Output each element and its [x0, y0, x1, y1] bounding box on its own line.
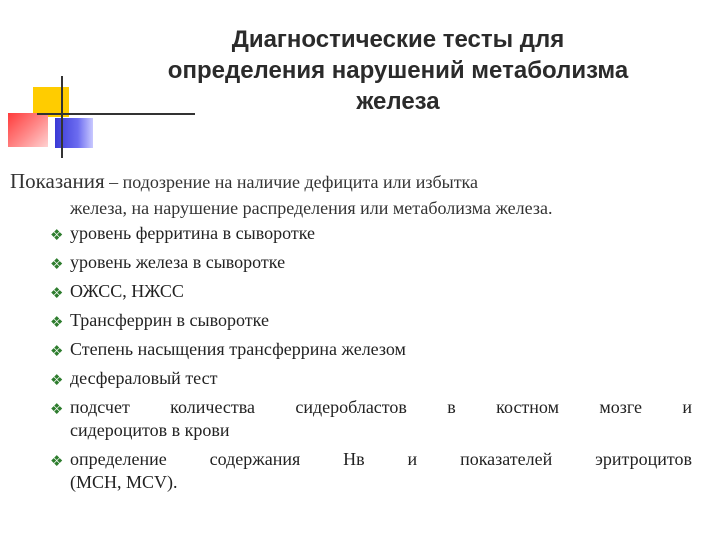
title-line-2: определения нарушений метаболизма	[167, 57, 629, 84]
list-item: ❖ определение содержания Нв и показателей эритроцитов (MCH, MCV).	[50, 449, 692, 492]
decor-vertical-line	[61, 76, 63, 158]
list-item: ❖ уровень ферритина в сыворотке	[50, 222, 692, 245]
indications-term: Показания	[10, 169, 105, 193]
list-item: ❖ ОЖСС, НЖСС	[50, 280, 692, 303]
list-item: ❖ десфераловый тест	[50, 367, 692, 390]
diamond-bullet-icon: ❖	[50, 284, 64, 302]
slide-title	[100, 24, 696, 117]
title-line-1: Диагностические тесты для	[231, 26, 565, 53]
indications-paragraph	[10, 168, 700, 220]
title-line-3: железа	[356, 88, 440, 115]
diamond-bullet-icon: ❖	[50, 342, 64, 360]
tests-list	[50, 222, 692, 494]
decor-red-square	[8, 113, 48, 147]
diamond-bullet-icon: ❖	[50, 371, 64, 389]
diamond-bullet-icon: ❖	[50, 255, 64, 273]
diamond-bullet-icon: ❖	[50, 452, 64, 470]
list-item: ❖ уровень железа в сыворотке	[50, 251, 692, 274]
indications-text: – подозрение на наличие дефицита или избытка	[104, 172, 479, 192]
list-item: ❖ подсчет количества сидеробластов в костном мозге и сидероцитов в крови	[50, 397, 692, 440]
list-item: ❖ Степень насыщения трансферрина железом	[50, 338, 692, 361]
diamond-bullet-icon: ❖	[50, 313, 64, 331]
indications-continuation: железа, на нарушение распределения или метаболизма железа.	[70, 198, 553, 218]
list-item: ❖ Трансферрин в сыворотке	[50, 309, 692, 332]
diamond-bullet-icon: ❖	[50, 400, 64, 418]
diamond-bullet-icon: ❖	[50, 226, 64, 244]
